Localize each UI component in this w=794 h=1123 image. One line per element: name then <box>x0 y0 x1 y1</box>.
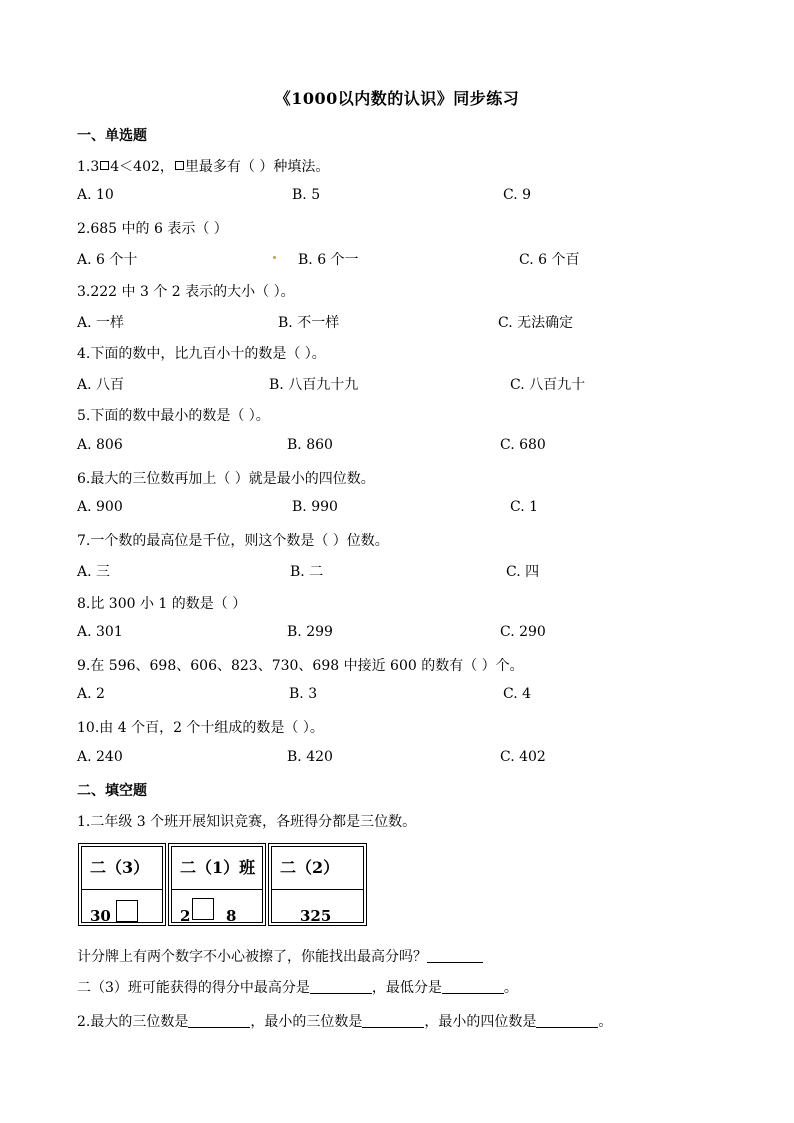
question-2-option-b[interactable]: B. 6 个一 <box>298 252 359 268</box>
question-7-option-a[interactable]: A. 三 <box>77 564 111 580</box>
question-10-option-a[interactable]: A. 240 <box>77 749 123 765</box>
question-5-stem: 5.下面的数中最小的数是（ ）。 <box>77 408 270 424</box>
board-frame <box>171 846 263 923</box>
question-6-stem: 6.最大的三位数再加上（ ）就是最小的四位数。 <box>77 471 375 487</box>
question-1-stem-part: 里最多有（ ）种填法。 <box>184 159 330 175</box>
question-3-option-b[interactable]: B. 不一样 <box>278 315 340 331</box>
question-8-option-a[interactable]: A. 301 <box>77 624 123 640</box>
answer-blank[interactable] <box>362 1015 424 1028</box>
question-7-stem: 7.一个数的最高位是千位，则这个数是（ ）位数。 <box>77 533 389 549</box>
board-frame <box>81 846 163 923</box>
question-9-stem: 9.在 596、698、606、823、730、698 中接近 600 的数有（ ）个。 <box>77 658 524 674</box>
board-frame <box>271 846 364 923</box>
fill-text: ，最小的三位数是 <box>250 1014 363 1030</box>
question-5-option-a[interactable]: A. 806 <box>77 437 123 453</box>
answer-blank[interactable] <box>310 981 372 994</box>
erased-digit-box <box>192 898 214 920</box>
board-score-digits: 325 <box>300 907 332 925</box>
fill-question-1-line-1 <box>77 946 483 966</box>
question-10-stem: 10.由 4 个百，2 个十组成的数是（ ）。 <box>77 720 324 736</box>
section-fill-blank: 二、填空题 <box>77 783 147 799</box>
fill-text: 计分牌上有两个数字不小心被擦了，你能找出最高分吗？ <box>77 949 427 965</box>
question-1-stem-part: 4＜402， <box>110 159 174 175</box>
fill-text: ，最低分是 <box>371 980 442 996</box>
blank-box-icon <box>100 161 109 170</box>
question-7-option-c[interactable]: C. 四 <box>506 564 540 580</box>
question-3-option-c[interactable]: C. 无法确定 <box>498 315 574 331</box>
question-1-stem <box>77 156 329 176</box>
question-1-option-b[interactable]: B. 5 <box>292 187 321 203</box>
question-8-stem: 8.比 300 小 1 的数是（ ） <box>77 596 247 612</box>
question-9-option-b[interactable]: B. 3 <box>289 686 318 702</box>
question-4-stem: 4.下面的数中，比九百小十的数是（ ）。 <box>77 346 326 362</box>
score-board-class-2 <box>268 843 367 926</box>
erased-digit-box <box>116 900 138 922</box>
question-8-option-c[interactable]: C. 290 <box>500 624 546 640</box>
question-9-option-a[interactable]: A. 2 <box>77 686 105 702</box>
score-board-class-3 <box>78 843 166 926</box>
question-4-option-a[interactable]: A. 八百 <box>77 377 125 393</box>
answer-blank[interactable] <box>188 1015 250 1028</box>
stray-dot <box>273 256 276 259</box>
blank-box-icon <box>175 161 184 170</box>
question-8-option-b[interactable]: B. 299 <box>287 624 333 640</box>
fill-text: ，最小的四位数是 <box>424 1014 537 1030</box>
fill-question-2 <box>77 1011 612 1031</box>
page-title: 《1000以内数的认识》同步练习 <box>274 89 520 108</box>
question-1-option-c[interactable]: C. 9 <box>503 187 532 203</box>
board-score-digit: 8 <box>226 907 237 925</box>
question-6-option-a[interactable]: A. 900 <box>77 499 123 515</box>
board-score-digits: 30 <box>90 907 111 925</box>
answer-blank[interactable] <box>442 981 504 994</box>
question-5-option-b[interactable]: B. 860 <box>287 437 333 453</box>
board-score <box>172 890 262 925</box>
question-4-option-b[interactable]: B. 八百九十九 <box>269 377 359 393</box>
fill-text: 。 <box>598 1014 613 1030</box>
question-9-option-c[interactable]: C. 4 <box>503 686 532 702</box>
question-10-option-c[interactable]: C. 402 <box>500 749 546 765</box>
section-single-choice: 一、单选题 <box>77 128 147 144</box>
question-4-option-c[interactable]: C. 八百九十 <box>510 377 586 393</box>
question-1-option-a[interactable]: A. 10 <box>77 187 114 203</box>
fill-text: 二（3）班可能获得的得分中最高分是 <box>77 980 310 996</box>
score-board-class-1 <box>168 843 266 926</box>
question-10-option-b[interactable]: B. 420 <box>287 749 333 765</box>
question-7-option-b[interactable]: B. 二 <box>290 564 324 580</box>
answer-blank[interactable] <box>427 950 483 963</box>
board-head: 二（3） <box>82 847 162 890</box>
question-2-option-c[interactable]: C. 6 个百 <box>519 252 580 268</box>
question-2-option-a[interactable]: A. 6 个十 <box>77 252 138 268</box>
board-head: 二（2） <box>272 847 363 890</box>
fill-question-1-stem: 1.二年级 3 个班开展知识竞赛，各班得分都是三位数。 <box>77 814 417 830</box>
board-score-digit: 2 <box>180 907 191 925</box>
board-score <box>272 890 363 925</box>
question-6-option-c[interactable]: C. 1 <box>510 499 539 515</box>
question-1-stem-part: 1.3 <box>77 159 100 175</box>
question-6-option-b[interactable]: B. 990 <box>292 499 338 515</box>
question-5-option-c[interactable]: C. 680 <box>500 437 546 453</box>
fill-text: 。 <box>503 980 518 996</box>
board-head: 二（1）班 <box>172 847 262 890</box>
fill-question-1-line-2 <box>77 977 518 997</box>
board-score <box>82 890 162 925</box>
question-3-stem: 3.222 中 3 个 2 表示的大小（ ）。 <box>77 284 295 300</box>
question-3-option-a[interactable]: A. 一样 <box>77 315 125 331</box>
fill-text: 2.最大的三位数是 <box>77 1014 189 1030</box>
question-2-stem: 2.685 中的 6 表示（ ） <box>77 221 228 237</box>
answer-blank[interactable] <box>536 1015 598 1028</box>
